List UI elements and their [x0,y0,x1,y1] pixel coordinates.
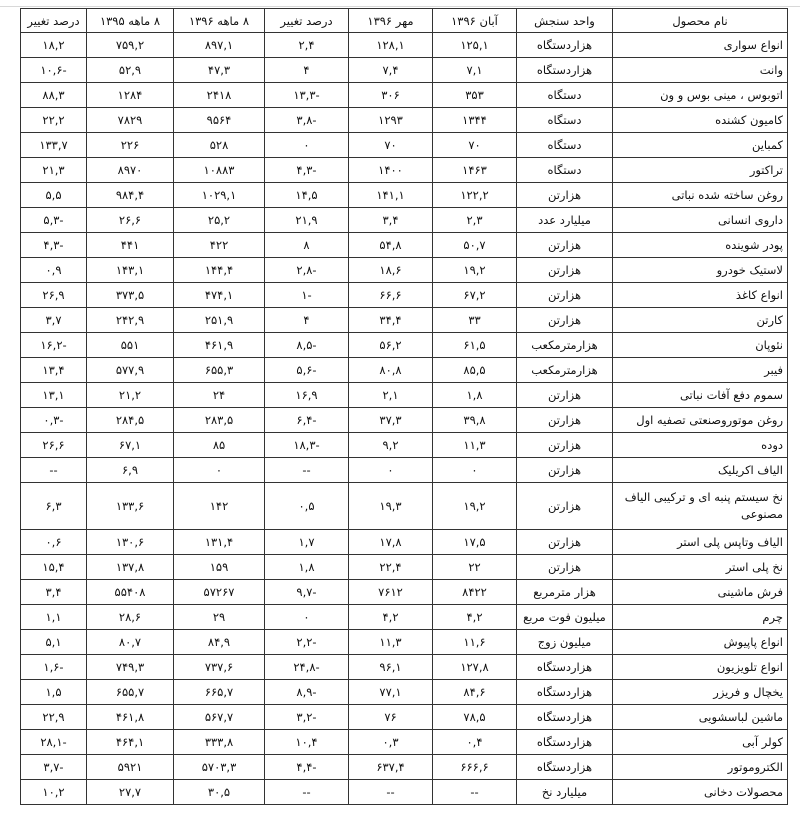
table-row [21,358,788,383]
aban-1396-cell: ۲۲ [433,555,517,580]
table-row [21,208,788,233]
annual-change-cell: ۳,۴ [21,580,87,605]
monthly-change-cell: -۶,۴ [265,408,349,433]
top-border [0,0,800,7]
8month-1395-cell: ۸۰,۷ [87,630,174,655]
8month-1395-cell: ۱۳۷,۸ [87,555,174,580]
unit-cell: هزارتن [517,408,613,433]
product-name-cell: انواع تلویزیون [613,655,788,680]
monthly-change-cell: ۲,۴ [265,33,349,58]
unit-cell: هزاردستگاه [517,755,613,780]
annual-change-cell: ۰,۶ [21,530,87,555]
8month-1395-cell: ۲۶,۶ [87,208,174,233]
aban-1396-cell: ۲,۳ [433,208,517,233]
table-row [21,605,788,630]
annual-change-cell: -- [21,458,87,483]
table-row [21,655,788,680]
monthly-change-cell: -۸,۵ [265,333,349,358]
aban-1396-cell: ۳۳ [433,308,517,333]
mehr-1396-cell: ۱۲۸,۱ [349,33,433,58]
product-name-cell: سموم دفع آفات نباتی [613,383,788,408]
8month-1396-cell: ۴۲۲ [174,233,265,258]
monthly-change-cell: -۴,۴ [265,755,349,780]
8month-1396-cell: ۱۰۸۸۳ [174,158,265,183]
annual-change-cell: ۰,۹ [21,258,87,283]
annual-change-cell: -۱,۶ [21,655,87,680]
mehr-1396-cell: -- [349,780,433,805]
monthly-change-cell: -۱۳,۳ [265,83,349,108]
8month-1395-cell: ۱۳۰,۶ [87,530,174,555]
product-name-cell: انواع سواری [613,33,788,58]
annual-change-cell: ۱۳,۱ [21,383,87,408]
table-row [21,33,788,58]
monthly-change-cell: ۴ [265,58,349,83]
mehr-1396-cell: ۰,۳ [349,730,433,755]
product-name-cell: اتوبوس ، مینی بوس و ون [613,83,788,108]
mehr-1396-cell: ۱۱,۳ [349,630,433,655]
unit-cell: هزاردستگاه [517,705,613,730]
monthly-change-cell: ۰ [265,133,349,158]
unit-cell: هزارتن [517,555,613,580]
unit-cell: هزاردستگاه [517,680,613,705]
8month-1396-cell: ۷۳۷,۶ [174,655,265,680]
8month-1395-cell: ۲۷,۷ [87,780,174,805]
product-name-cell: الکتروموتور [613,755,788,780]
table-row [21,483,788,530]
product-name-cell: فرش ماشینی [613,580,788,605]
8month-1396-cell: ۱۳۱,۴ [174,530,265,555]
product-name-cell: تراکتور [613,158,788,183]
8month-1395-cell: ۹۸۴,۴ [87,183,174,208]
aban-1396-cell: ۵۰,۷ [433,233,517,258]
annual-change-cell: ۱,۱ [21,605,87,630]
unit-cell: هزارتن [517,183,613,208]
mehr-1396-cell: ۱۸,۶ [349,258,433,283]
8month-1395-cell: ۵۵۴۰۸ [87,580,174,605]
monthly-change-cell: -۴,۳ [265,158,349,183]
mehr-1396-cell: ۷,۴ [349,58,433,83]
aban-1396-cell: ۱۴۶۳ [433,158,517,183]
monthly-change-cell: ۴ [265,308,349,333]
mehr-1396-cell: ۱۷,۸ [349,530,433,555]
8month-1396-cell: ۵۷۰۳,۳ [174,755,265,780]
table-row [21,580,788,605]
8month-1395-cell: ۵۷۷,۹ [87,358,174,383]
monthly-change-cell: ۰ [265,605,349,630]
aban-1396-cell: ۳۵۳ [433,83,517,108]
annual-change-cell: ۵,۱ [21,630,87,655]
table-row [21,133,788,158]
8month-1396-cell: ۹۵۶۴ [174,108,265,133]
product-name-cell: انواع کاغذ [613,283,788,308]
table-row [21,158,788,183]
monthly-change-cell: ۸ [265,233,349,258]
unit-cell: دستگاه [517,108,613,133]
8month-1396-cell: ۵۶۷,۷ [174,705,265,730]
8month-1395-cell: ۶۷,۱ [87,433,174,458]
header-annual-change: درصد تغییر [21,9,87,33]
monthly-change-cell: ۲۱,۹ [265,208,349,233]
mehr-1396-cell: ۶۶,۶ [349,283,433,308]
unit-cell: هزاردستگاه [517,655,613,680]
product-name-cell: یخچال و فریزر [613,680,788,705]
mehr-1396-cell: ۳,۴ [349,208,433,233]
8month-1395-cell: ۶,۹ [87,458,174,483]
mehr-1396-cell: ۱۲۹۳ [349,108,433,133]
aban-1396-cell: ۶۶۶,۶ [433,755,517,780]
monthly-change-cell: -۹,۷ [265,580,349,605]
annual-change-cell: -۲۸,۱ [21,730,87,755]
unit-cell: میلیارد عدد [517,208,613,233]
8month-1396-cell: ۸۵ [174,433,265,458]
aban-1396-cell: ۱۲۲,۲ [433,183,517,208]
mehr-1396-cell: ۷۰ [349,133,433,158]
aban-1396-cell: ۷,۱ [433,58,517,83]
mehr-1396-cell: ۳۴,۴ [349,308,433,333]
unit-cell: هزارتن [517,258,613,283]
header-aban-1396: آبان ۱۳۹۶ [433,9,517,33]
unit-cell: هزاردستگاه [517,33,613,58]
unit-cell: دستگاه [517,158,613,183]
monthly-change-cell: ۰,۵ [265,483,349,530]
product-name-cell: محصولات دخانی [613,780,788,805]
table-body [21,33,788,805]
product-name-cell: لاستیک خودرو [613,258,788,283]
unit-cell: هزارتن [517,383,613,408]
8month-1396-cell: ۱۰۲۹,۱ [174,183,265,208]
product-name-cell: کارتن [613,308,788,333]
8month-1396-cell: ۱۵۹ [174,555,265,580]
aban-1396-cell: ۷۸,۵ [433,705,517,730]
8month-1396-cell: ۸۴,۹ [174,630,265,655]
unit-cell: دستگاه [517,83,613,108]
table-row [21,458,788,483]
8month-1395-cell: ۲۲۶ [87,133,174,158]
8month-1396-cell: ۵۲۸ [174,133,265,158]
aban-1396-cell: -- [433,780,517,805]
8month-1396-cell: ۰ [174,458,265,483]
table-row [21,308,788,333]
mehr-1396-cell: ۲,۱ [349,383,433,408]
mehr-1396-cell: ۳۷,۳ [349,408,433,433]
8month-1395-cell: ۴۶۱,۸ [87,705,174,730]
aban-1396-cell: ۸۴۲۲ [433,580,517,605]
mehr-1396-cell: ۹۶,۱ [349,655,433,680]
annual-change-cell: ۱,۵ [21,680,87,705]
unit-cell: هزارتن [517,308,613,333]
8month-1395-cell: ۲۴۲,۹ [87,308,174,333]
header-unit: واحد سنجش [517,9,613,33]
mehr-1396-cell: ۶۳۷,۴ [349,755,433,780]
table-row [21,108,788,133]
mehr-1396-cell: ۹,۲ [349,433,433,458]
mehr-1396-cell: ۵۶,۲ [349,333,433,358]
aban-1396-cell: ۱۹,۲ [433,258,517,283]
annual-change-cell: -۰,۳ [21,408,87,433]
8month-1395-cell: ۵۵۱ [87,333,174,358]
product-name-cell: پودر شوینده [613,233,788,258]
table-row [21,705,788,730]
header-monthly-change: درصد تغییر [265,9,349,33]
8month-1396-cell: ۵۷۲۶۷ [174,580,265,605]
product-name-cell: الیاف اکریلیک [613,458,788,483]
table-row [21,730,788,755]
unit-cell: هزارمترمکعب [517,333,613,358]
product-name-cell: دوده [613,433,788,458]
8month-1395-cell: ۱۲۸۴ [87,83,174,108]
annual-change-cell: ۲۱,۳ [21,158,87,183]
product-name-cell: وانت [613,58,788,83]
annual-change-cell: -۵,۳ [21,208,87,233]
unit-cell: هزارتن [517,433,613,458]
product-name-cell: نئوپان [613,333,788,358]
8month-1395-cell: ۳۷۳,۵ [87,283,174,308]
monthly-change-cell: ۱۰,۴ [265,730,349,755]
table-row [21,433,788,458]
header-row [21,9,788,33]
mehr-1396-cell: ۱۴۱,۱ [349,183,433,208]
8month-1396-cell: ۲۸۳,۵ [174,408,265,433]
table-row [21,408,788,433]
annual-change-cell: ۱۵,۴ [21,555,87,580]
table-row [21,83,788,108]
monthly-change-cell: -- [265,780,349,805]
annual-change-cell: ۶,۳ [21,483,87,530]
table-row [21,383,788,408]
table-header [21,9,788,33]
product-name-cell: نخ سیستم پنبه ای و ترکیبی الیاف مصنوعی [613,483,788,530]
header-8month-1396: ۸ ماهه ۱۳۹۶ [174,9,265,33]
unit-cell: هزارتن [517,458,613,483]
table-row [21,780,788,805]
unit-cell: هزارتن [517,283,613,308]
8month-1395-cell: ۷۵۹,۲ [87,33,174,58]
mehr-1396-cell: ۷۶ [349,705,433,730]
table-row [21,283,788,308]
monthly-change-cell: -۲۴,۸ [265,655,349,680]
annual-change-cell: ۲۶,۶ [21,433,87,458]
header-product-name: نام محصول [613,9,788,33]
8month-1396-cell: ۶۵۵,۳ [174,358,265,383]
aban-1396-cell: ۴,۲ [433,605,517,630]
mehr-1396-cell: ۷۶۱۲ [349,580,433,605]
annual-change-cell: -۱۰,۶ [21,58,87,83]
8month-1395-cell: ۲۱,۲ [87,383,174,408]
8month-1396-cell: ۲۴ [174,383,265,408]
monthly-change-cell: -۳,۸ [265,108,349,133]
8month-1395-cell: ۵۲,۹ [87,58,174,83]
8month-1395-cell: ۷۴۹,۳ [87,655,174,680]
table-row [21,680,788,705]
mehr-1396-cell: ۱۹,۳ [349,483,433,530]
unit-cell: میلیون فوت مربع [517,605,613,630]
product-name-cell: فیبر [613,358,788,383]
monthly-change-cell: -۲,۲ [265,630,349,655]
8month-1396-cell: ۲۵,۲ [174,208,265,233]
header-8month-1395: ۸ ماهه ۱۳۹۵ [87,9,174,33]
8month-1395-cell: ۱۴۳,۱ [87,258,174,283]
annual-change-cell: ۱۰,۲ [21,780,87,805]
aban-1396-cell: ۱۲۷,۸ [433,655,517,680]
mehr-1396-cell: ۱۴۰۰ [349,158,433,183]
8month-1395-cell: ۷۸۲۹ [87,108,174,133]
8month-1396-cell: ۶۶۵,۷ [174,680,265,705]
monthly-change-cell: -- [265,458,349,483]
annual-change-cell: ۳,۷ [21,308,87,333]
mehr-1396-cell: ۴,۲ [349,605,433,630]
mehr-1396-cell: ۸۰,۸ [349,358,433,383]
unit-cell: دستگاه [517,133,613,158]
product-name-cell: چرم [613,605,788,630]
8month-1396-cell: ۱۴۲ [174,483,265,530]
8month-1396-cell: ۴۶۱,۹ [174,333,265,358]
unit-cell: هزارتن [517,530,613,555]
product-name-cell: داروی انسانی [613,208,788,233]
8month-1395-cell: ۲۸۴,۵ [87,408,174,433]
8month-1396-cell: ۱۴۴,۴ [174,258,265,283]
8month-1395-cell: ۶۵۵,۷ [87,680,174,705]
8month-1395-cell: ۸۹۷۰ [87,158,174,183]
monthly-change-cell: ۱,۷ [265,530,349,555]
8month-1396-cell: ۴۷,۳ [174,58,265,83]
product-name-cell: انواع پاپیوش [613,630,788,655]
monthly-change-cell: ۱۴,۵ [265,183,349,208]
unit-cell: هزاردستگاه [517,730,613,755]
aban-1396-cell: ۰ [433,458,517,483]
monthly-change-cell: -۸,۹ [265,680,349,705]
table-row [21,233,788,258]
aban-1396-cell: ۸۵,۵ [433,358,517,383]
unit-cell: هزارتن [517,483,613,530]
annual-change-cell: ۱۸,۲ [21,33,87,58]
aban-1396-cell: ۳۹,۸ [433,408,517,433]
table-row [21,258,788,283]
monthly-change-cell: -۵,۶ [265,358,349,383]
aban-1396-cell: ۶۷,۲ [433,283,517,308]
table-row [21,58,788,83]
aban-1396-cell: ۰,۴ [433,730,517,755]
annual-change-cell: ۲۶,۹ [21,283,87,308]
table-row [21,333,788,358]
aban-1396-cell: ۱۷,۵ [433,530,517,555]
aban-1396-cell: ۷۰ [433,133,517,158]
table-row [21,755,788,780]
8month-1395-cell: ۵۹۲۱ [87,755,174,780]
product-name-cell: کولر آبی [613,730,788,755]
table-row [21,555,788,580]
product-name-cell: روغن ساخته شده نباتی [613,183,788,208]
aban-1396-cell: ۱۲۵,۱ [433,33,517,58]
monthly-change-cell: -۱ [265,283,349,308]
monthly-change-cell: -۳,۲ [265,705,349,730]
8month-1395-cell: ۲۸,۶ [87,605,174,630]
product-name-cell: روغن موتوروصنعتی تصفیه اول [613,408,788,433]
unit-cell: هزارتن [517,233,613,258]
aban-1396-cell: ۱۳۴۴ [433,108,517,133]
table-row [21,530,788,555]
mehr-1396-cell: ۲۲,۴ [349,555,433,580]
header-mehr-1396: مهر ۱۳۹۶ [349,9,433,33]
product-name-cell: ماشین لباسشویی [613,705,788,730]
unit-cell: میلیارد نخ [517,780,613,805]
8month-1396-cell: ۸۹۷,۱ [174,33,265,58]
table-row [21,630,788,655]
product-name-cell: کمباین [613,133,788,158]
unit-cell: میلیون زوج [517,630,613,655]
production-table [20,8,788,805]
mehr-1396-cell: ۷۷,۱ [349,680,433,705]
product-name-cell: الیاف وتاپس پلی استر [613,530,788,555]
annual-change-cell: ۲۲,۹ [21,705,87,730]
aban-1396-cell: ۸۴,۶ [433,680,517,705]
aban-1396-cell: ۱,۸ [433,383,517,408]
annual-change-cell: ۱۳,۴ [21,358,87,383]
8month-1396-cell: ۳۰,۵ [174,780,265,805]
monthly-change-cell: ۱,۸ [265,555,349,580]
8month-1396-cell: ۲۵۱,۹ [174,308,265,333]
unit-cell: هزارمترمکعب [517,358,613,383]
table-row [21,183,788,208]
annual-change-cell: -۱۶,۲ [21,333,87,358]
monthly-change-cell: -۲,۸ [265,258,349,283]
annual-change-cell: ۲۲,۲ [21,108,87,133]
8month-1395-cell: ۴۶۴,۱ [87,730,174,755]
annual-change-cell: ۸۸,۳ [21,83,87,108]
8month-1395-cell: ۴۴۱ [87,233,174,258]
unit-cell: هزار مترمربع [517,580,613,605]
unit-cell: هزاردستگاه [517,58,613,83]
8month-1396-cell: ۲۴۱۸ [174,83,265,108]
annual-change-cell: ۱۳۳,۷ [21,133,87,158]
8month-1396-cell: ۳۳۳,۸ [174,730,265,755]
annual-change-cell: -۳,۷ [21,755,87,780]
8month-1395-cell: ۱۳۳,۶ [87,483,174,530]
aban-1396-cell: ۱۹,۲ [433,483,517,530]
aban-1396-cell: ۱۱,۳ [433,433,517,458]
8month-1396-cell: ۲۹ [174,605,265,630]
mehr-1396-cell: ۵۴,۸ [349,233,433,258]
annual-change-cell: -۴,۳ [21,233,87,258]
product-name-cell: نخ پلی استر [613,555,788,580]
monthly-change-cell: ۱۶,۹ [265,383,349,408]
mehr-1396-cell: ۳۰۶ [349,83,433,108]
monthly-change-cell: -۱۸,۳ [265,433,349,458]
aban-1396-cell: ۶۱,۵ [433,333,517,358]
product-name-cell: کامیون کشنده [613,108,788,133]
mehr-1396-cell: ۰ [349,458,433,483]
8month-1396-cell: ۴۷۴,۱ [174,283,265,308]
annual-change-cell: ۵,۵ [21,183,87,208]
aban-1396-cell: ۱۱,۶ [433,630,517,655]
